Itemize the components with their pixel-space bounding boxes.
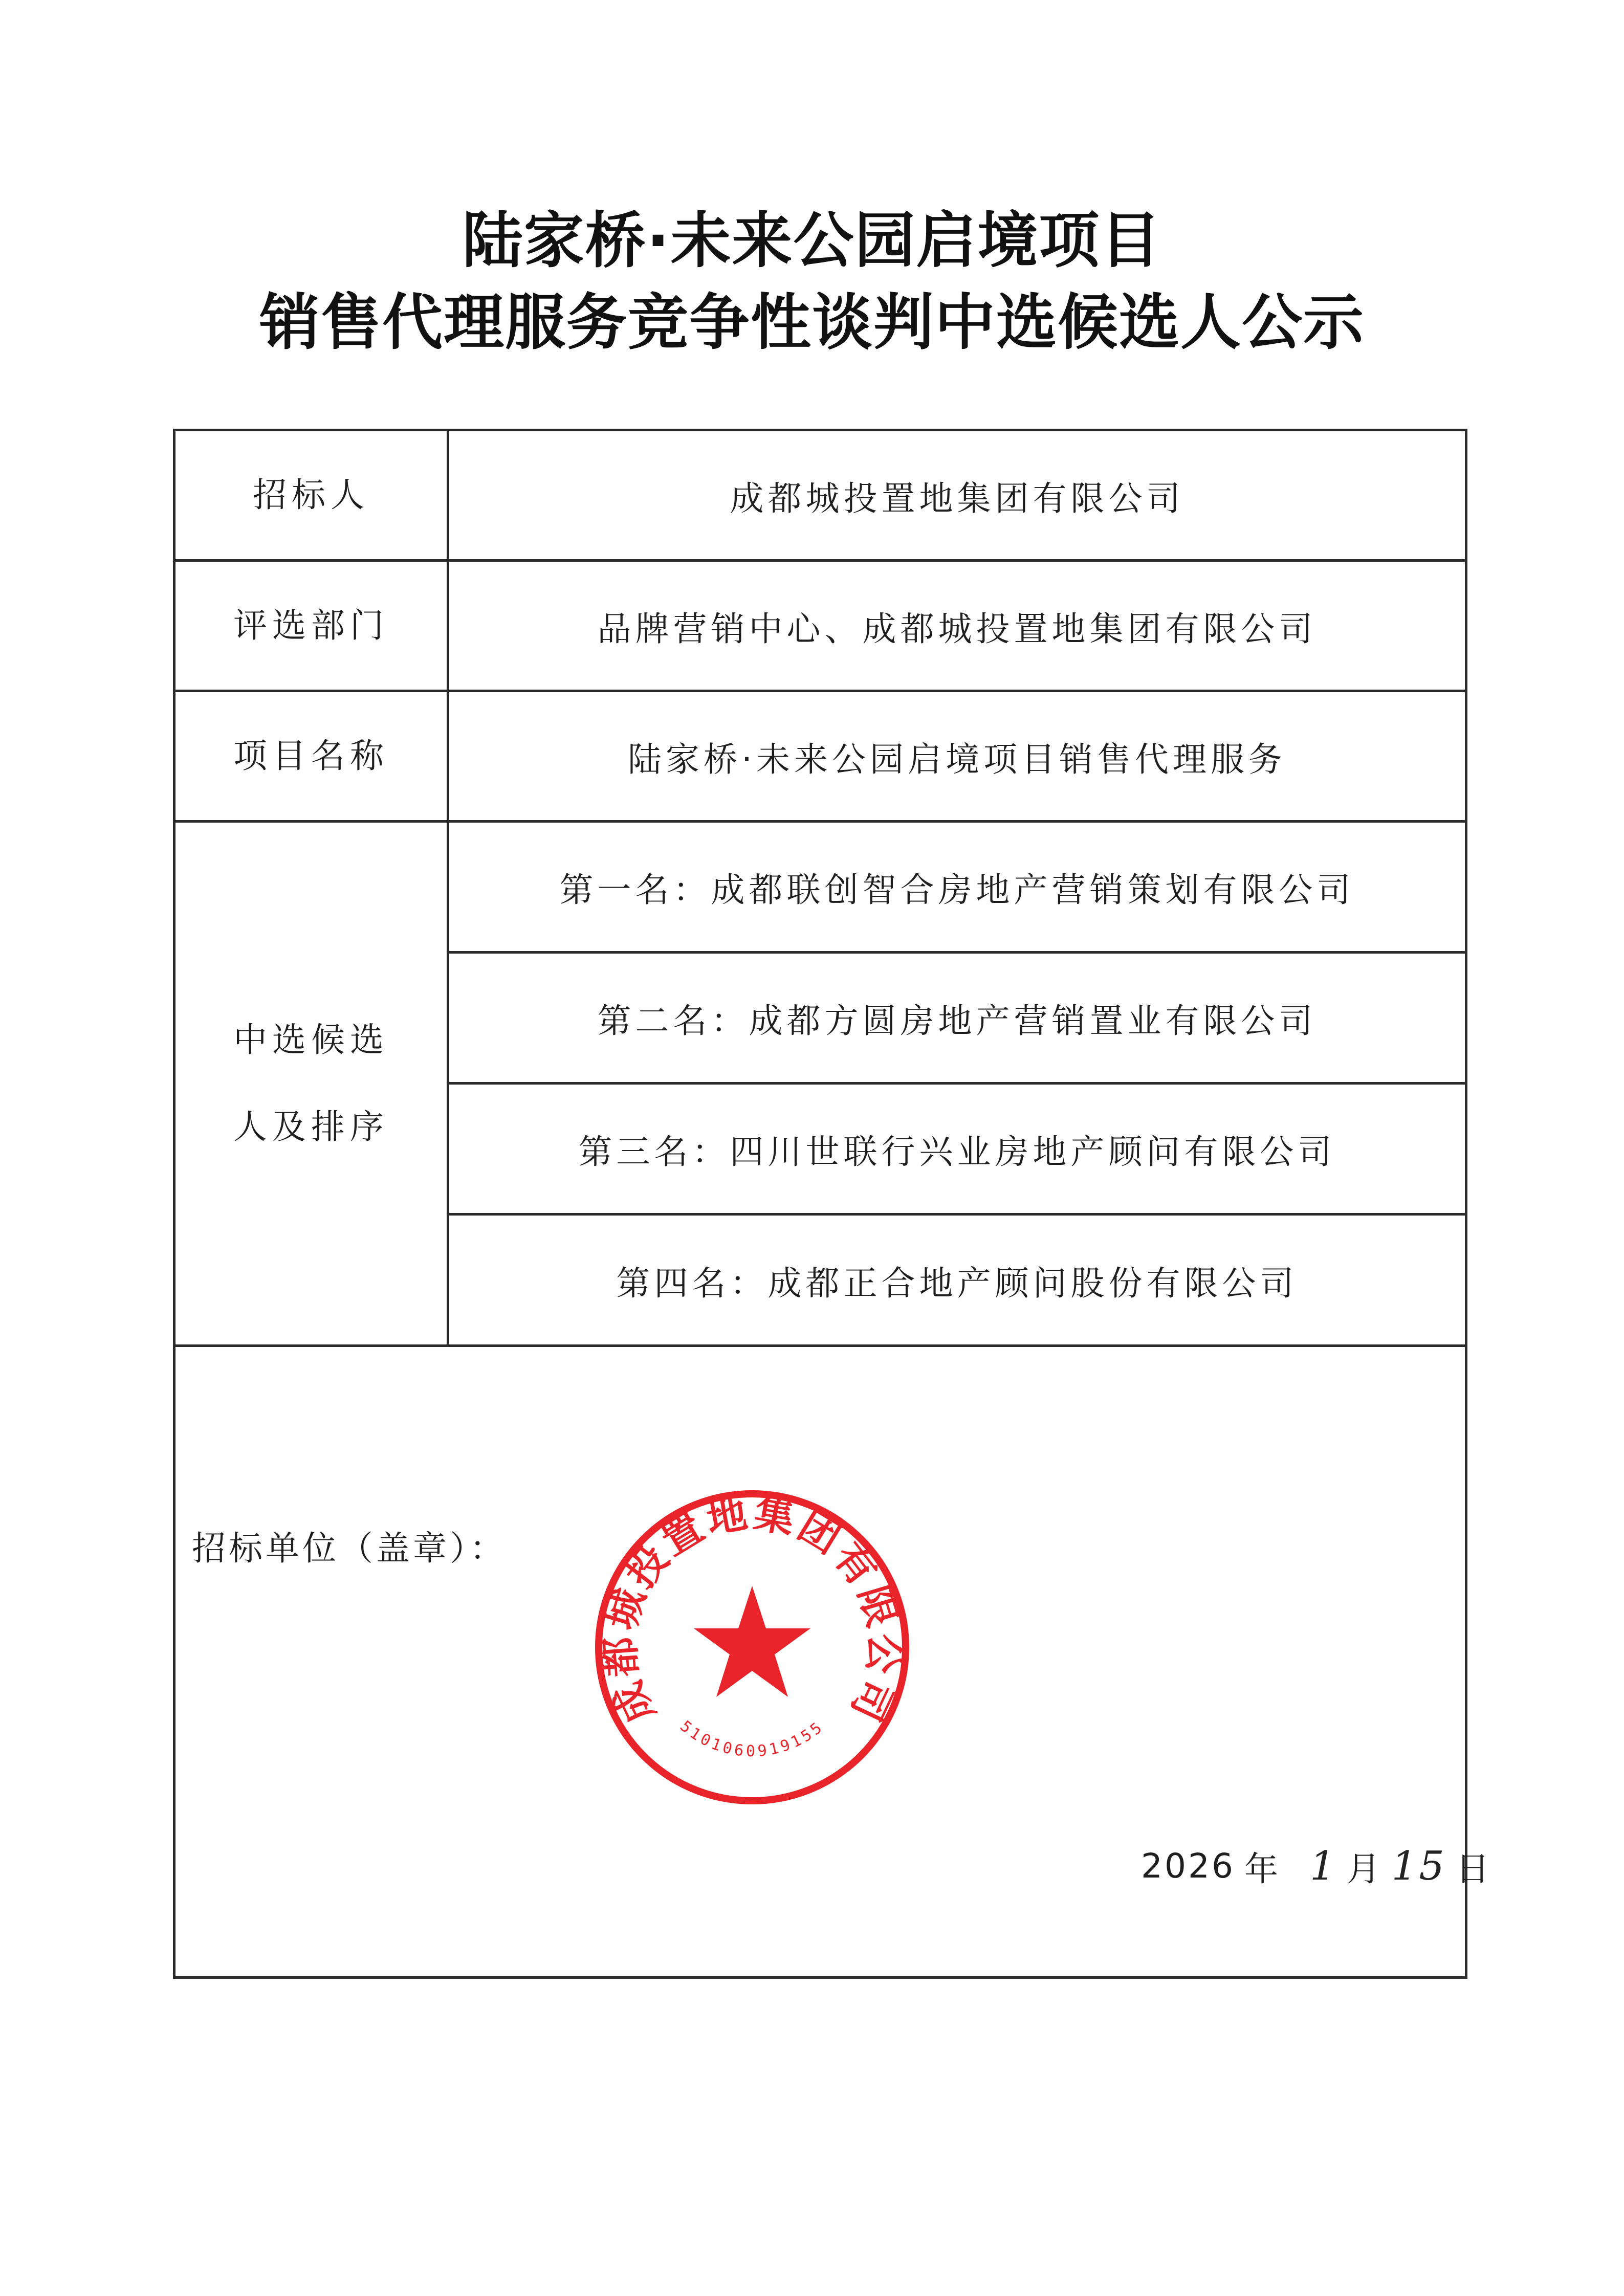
row-value: 陆家桥·未来公园启境项目销售代理服务 [628,739,1286,779]
candidate-rank-1: 第一名：成都联创智合房地产营销策划有限公司 [449,823,1465,954]
document-title-line1: 陆家桥·未来公园启境项目 [462,205,1162,276]
row-value: 品牌营销中心、成都城投置地集团有限公司 [597,609,1317,649]
signing-date [1141,1842,1491,1890]
date-month: 1 [1309,1843,1337,1889]
seal-text: 成都城投置地集团有限公司 [597,1490,908,1731]
seal-label: 招标单位（盖章）： [192,1529,507,1568]
date-month-unit: 月 [1346,1849,1382,1889]
date-day: 15 [1391,1843,1446,1889]
date-day-unit: 日 [1455,1849,1491,1889]
row-label: 评选部门 [175,562,449,690]
document-title-line2: 销售代理服务竞争性谈判中选候选人公示 [259,287,1365,358]
company-seal-icon [588,1484,916,1811]
seal-serial: 5101060919155 [676,1717,828,1761]
candidates-label-line1: 中选候选 [233,1020,389,1059]
candidate-rank-3: 第三名：四川世联行兴业房地产顾问有限公司 [449,1085,1465,1216]
row-value: 成都城投置地集团有限公司 [730,478,1184,518]
row-label: 项目名称 [175,692,449,820]
date-year: 2026 [1141,1846,1235,1886]
candidates-label-line2: 人及排序 [233,1107,389,1146]
date-year-unit: 年 [1244,1849,1280,1889]
candidate-rank-4: 第四名：成都正合地产顾问股份有限公司 [616,1263,1298,1303]
svg-text:5101060919155 [676,1717,827,1760]
candidate-rank-2: 第二名：成都方圆房地产营销置业有限公司 [449,954,1465,1085]
row-label: 招标人 [175,431,449,559]
